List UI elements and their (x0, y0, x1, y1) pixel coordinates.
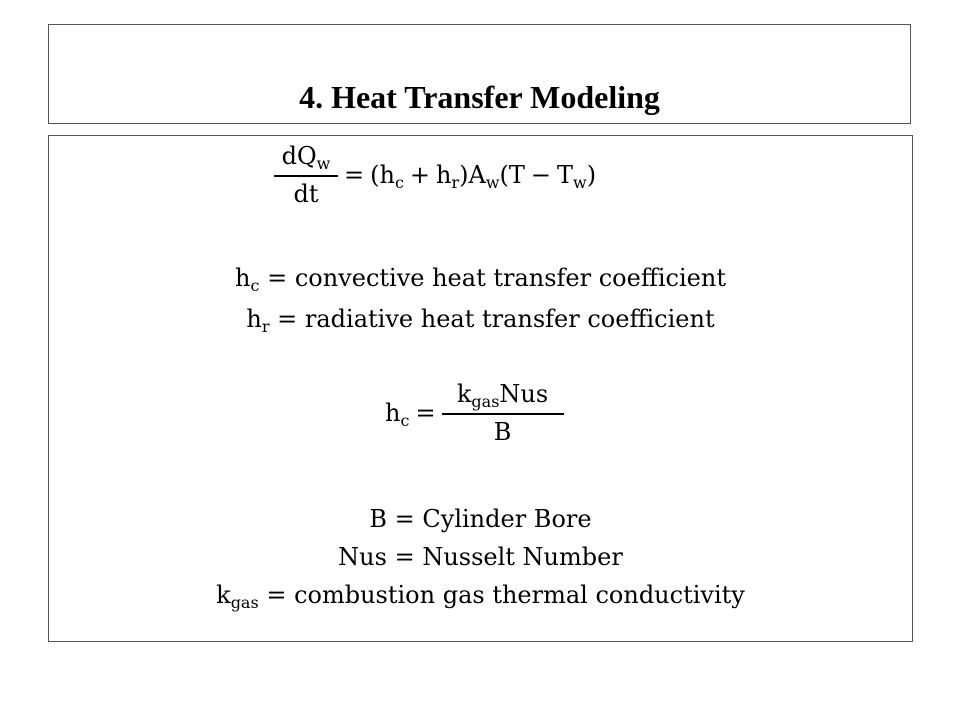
heat-rate-fraction (274, 144, 338, 206)
hc-formula-lhs: $h_c$ = (385, 399, 436, 430)
heat-rate-equation (274, 144, 596, 206)
heat-rate-rhs: = $(h_c + h_r)A_w(T - T_w)$ (344, 161, 597, 192)
b-definition: B = Cylinder Bore (369, 505, 592, 533)
fraction-bar (442, 413, 564, 415)
fraction-denominator: dt (293, 180, 319, 208)
hr-definition: $h_r$ = radiative heat transfer coefficient (246, 305, 715, 336)
fraction-denominator: B (493, 418, 512, 446)
fraction-numerator: $dQ_w$ (281, 142, 331, 173)
nus-definition: Nus = Nusselt Number (338, 543, 623, 571)
fraction-numerator: $k_{gas}Nus$ (456, 380, 549, 411)
hc-formula-fraction (442, 382, 564, 444)
slide-title: 4. Heat Transfer Modeling (299, 79, 660, 115)
slide-title-box (48, 24, 911, 124)
fraction-bar (274, 175, 338, 177)
hc-formula (385, 382, 564, 444)
kgas-definition: $k_{gas}$ = combustion gas thermal conductivity (216, 581, 745, 612)
hc-definition: $h_c$ = convective heat transfer coefficient (235, 264, 726, 295)
slide-content-box (48, 135, 913, 642)
